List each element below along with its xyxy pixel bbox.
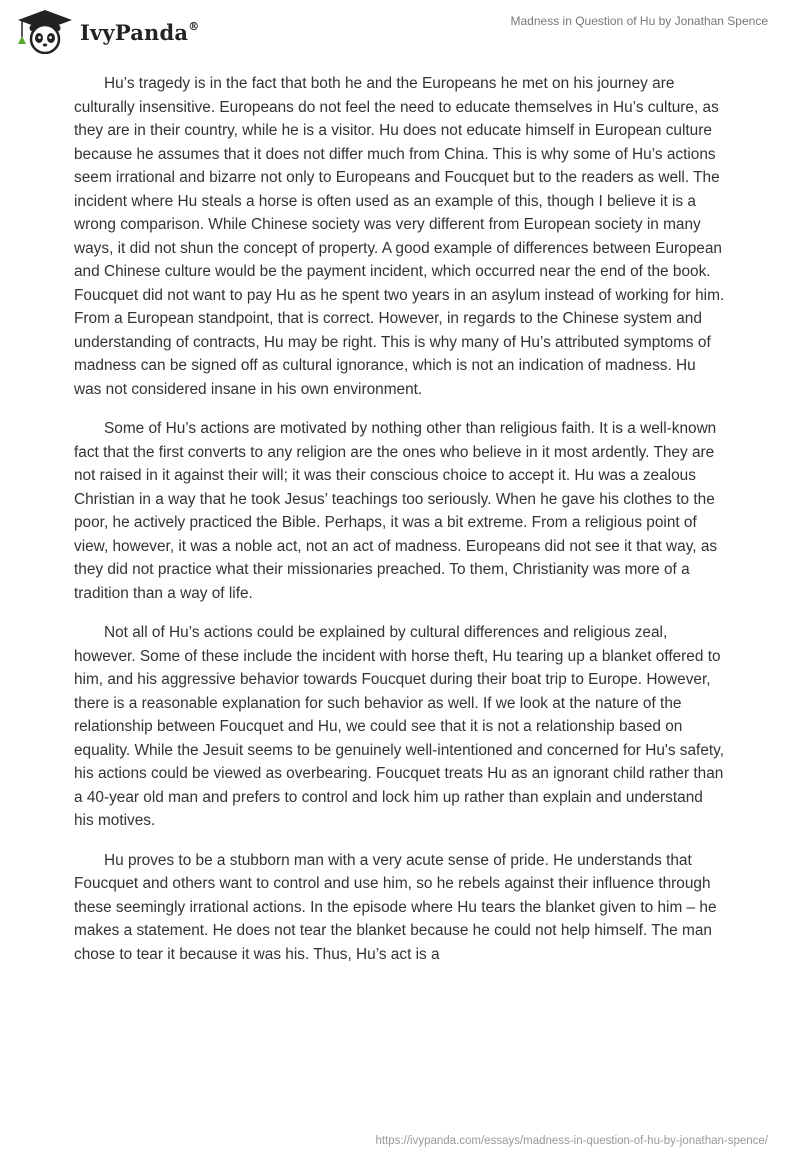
document-title: Madness in Question of Hu by Jonathan Spence — [510, 14, 768, 28]
page-header — [0, 0, 800, 64]
panda-graduate-icon[interactable] — [14, 8, 76, 54]
paragraph: Not all of Hu’s actions could be explained by cultural differences and religious zeal, however. Some of these include the incident with horse theft, Hu tearing up a blanket offered to him, and his aggressive behavior towards Foucquet during their boat trip to Europe. However, there is a reasonable explanation for such behavior as well. If we look at the nature of the relationship between Foucquet and Hu, we could see that it is not a relationship based on equality. While the Jesuit seems to be genuinely well-intentioned and concerned for Hu's safety, his actions could be viewed as overbearing. Foucquet treats Hu as an ignorant child rather than a 40-year old man and prefers to control and lock him up rather than explain and understand his motives. — [74, 624, 724, 829]
brand-text: IvyPanda — [80, 20, 189, 45]
essay-body — [74, 72, 726, 982]
paragraph: Hu’s tragedy is in the fact that both he and the Europeans he met on his journey are culturally insensitive. Europeans do not feel the need to educate themselves in Hu’s culture, as they are in their country, while he is a visitor. Hu does not educate himself in European culture because he assumes that it does not differ much from China. This is why some of Hu’s actions seem irrational and bizarre not only to Europeans and Foucquet but to the readers as well. The incident where Hu steals a horse is often used as an example of this, though I believe it is a wrong comparison. While Chinese society was very different from European society in many ways, it did not shun the concept of property. A good example of differences between European and Chinese culture would be the payment incident, which occurred near the end of the book. Foucquet did not want to pay Hu as he spent two years in an asylum instead of working for him. From a European standpoint, that is correct. However, in regards to the Chinese system and understanding of contracts, Hu may be right. This is why many of Hu’s attributed symptoms of madness can be signed off as cultural ignorance, which is not an indication of madness. Hu was not considered insane in his own environment. — [74, 75, 725, 398]
paragraph: Hu proves to be a stubborn man with a very acute sense of pride. He understands that Foucquet and others want to control and use him, so he rebels against their influence through these seemingly irrational actions. In the episode where Hu tears the blanket given to him – he makes a statement. He does not tear the blanket because he could not help himself. The man chose to tear it because it was his. Thus, Hu’s act is a — [74, 851, 717, 963]
registered-mark: ® — [188, 20, 200, 33]
source-url[interactable]: https://ivypanda.com/essays/madness-in-question-of-hu-by-jonathan-spence/ — [375, 1135, 768, 1147]
brand-name[interactable] — [80, 20, 199, 45]
paragraph: Some of Hu’s actions are motivated by nothing other than religious faith. It is a well-known fact that the first converts to any religion are the ones who believe in it most ardently. They are not raised in it against their will; it was their conscious choice to accept it. Hu was a zealous Christian in a way that he took Jesus’ teachings too seriously. When he gave his clothes to the poor, he actively practiced the Bible. Perhaps, it was a bit extreme. From a religious point of view, however, it was a noble act, not an act of madness. Europeans did not see it that way, as they did not practice what their missionaries preached. To them, Christianity was more of a tradition than a way of life. — [74, 420, 718, 602]
